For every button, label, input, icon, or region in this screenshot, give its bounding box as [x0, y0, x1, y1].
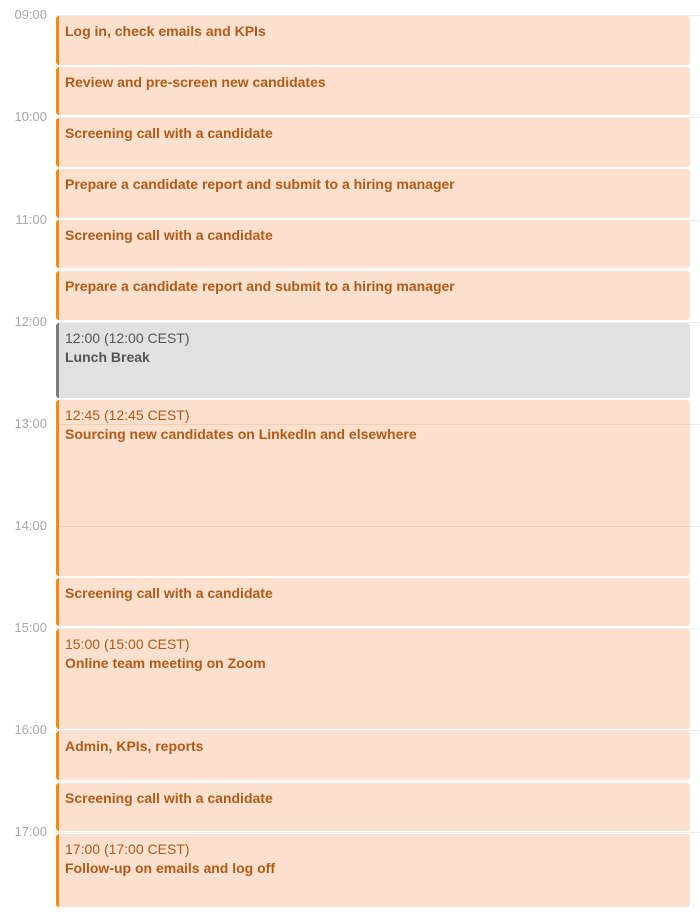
event-title: Screening call with a candidate: [65, 227, 273, 243]
time-label-1300: 13:00: [14, 416, 47, 431]
time-label-1100: 11:00: [15, 212, 47, 227]
time-label-1200: 12:00: [14, 314, 47, 329]
event-title: Prepare a candidate report and submit to a hiring manager: [65, 278, 455, 294]
event-time: 15:00 (15:00 CEST): [65, 636, 190, 652]
event-time: 12:00 (12:00 CEST): [65, 330, 190, 346]
time-label-1600: 16:00: [14, 722, 47, 737]
event-title: Screening call with a candidate: [65, 790, 273, 806]
calendar-event[interactable]: [56, 731, 690, 780]
event-title: Sourcing new candidates on LinkedIn and elsewhere: [65, 426, 417, 442]
calendar-event[interactable]: [56, 118, 690, 167]
calendar-event[interactable]: [56, 834, 690, 907]
calendar-event[interactable]: [56, 629, 690, 729]
time-label-1500: 15:00: [14, 620, 47, 635]
event-title: Lunch Break: [65, 349, 150, 365]
event-title: Admin, KPIs, reports: [65, 738, 204, 754]
calendar-event[interactable]: [56, 578, 690, 626]
calendar-event[interactable]: [56, 400, 690, 576]
event-title: Follow-up on emails and log off: [65, 860, 275, 876]
event-title: Prepare a candidate report and submit to a hiring manager: [65, 176, 455, 192]
calendar-event[interactable]: [56, 169, 690, 218]
calendar-event[interactable]: [56, 783, 690, 831]
calendar-event[interactable]: [56, 271, 690, 320]
event-title: Screening call with a candidate: [65, 585, 273, 601]
event-time: 17:00 (17:00 CEST): [65, 841, 190, 857]
event-title: Review and pre-screen new candidates: [65, 74, 326, 90]
time-label-0900: 09:00: [14, 7, 47, 22]
time-label-1400: 14:00: [14, 518, 47, 533]
calendar-event[interactable]: [56, 67, 690, 115]
calendar-event-lunch-break[interactable]: [56, 323, 690, 398]
hour-gridline: [59, 424, 690, 425]
calendar-event[interactable]: [56, 16, 690, 65]
calendar-event[interactable]: [56, 220, 690, 268]
event-time: 12:45 (12:45 CEST): [65, 407, 190, 423]
event-title: Screening call with a candidate: [65, 125, 273, 141]
event-title: Online team meeting on Zoom: [65, 655, 266, 671]
time-label-1000: 10:00: [14, 109, 47, 124]
time-label-1700: 17:00: [14, 824, 47, 839]
hour-gridline: [56, 832, 700, 833]
event-title: Log in, check emails and KPIs: [65, 23, 266, 39]
hour-gridline: [59, 526, 690, 527]
